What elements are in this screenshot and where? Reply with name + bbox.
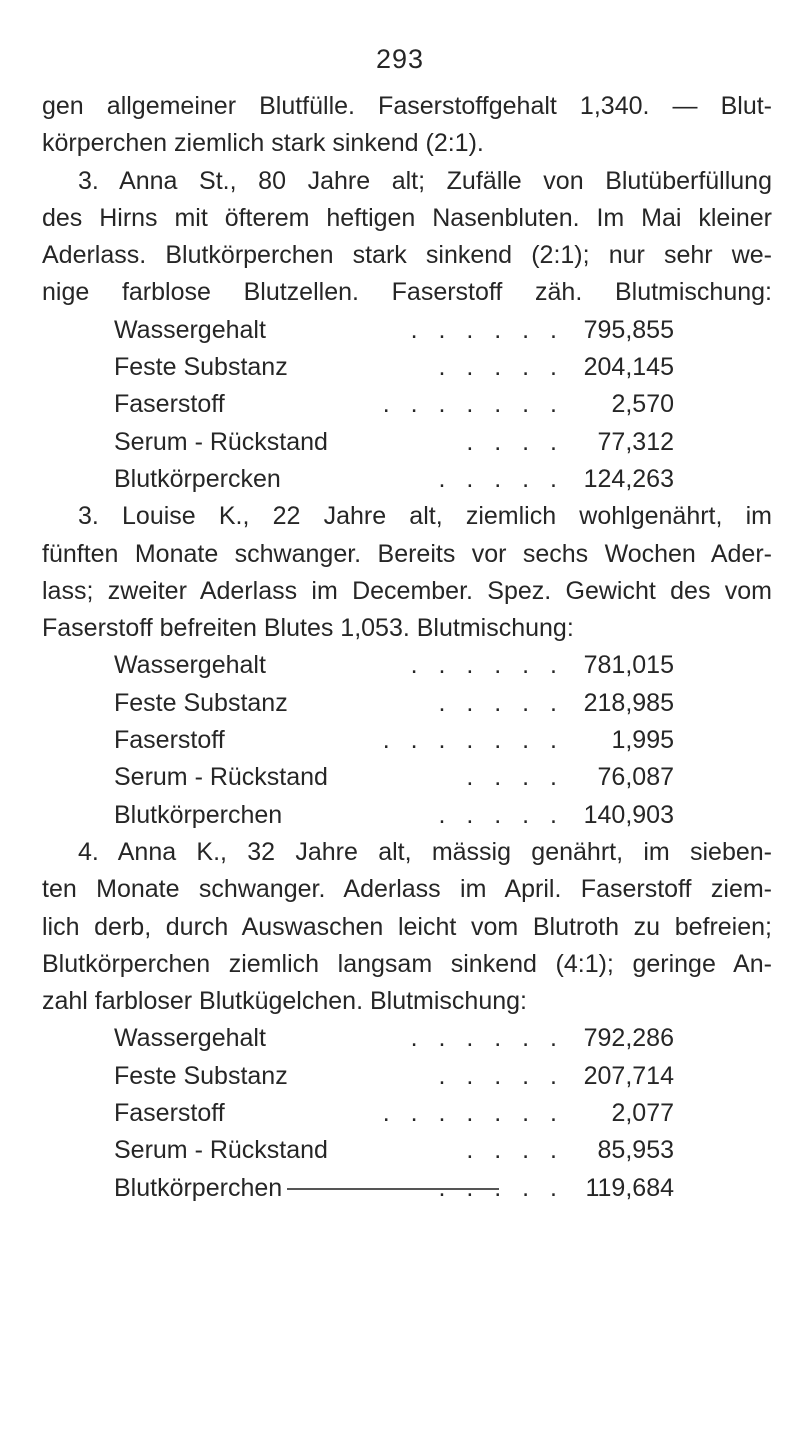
row-value: 1,995: [611, 726, 674, 755]
dot-leader: . . . . .: [438, 353, 564, 382]
text-line: gen allgemeiner Blutfülle. Faserstoffgehalt 1,340. — Blut-: [42, 92, 772, 120]
table-row: [114, 722, 674, 759]
row-label: Blutkörperchen: [114, 1173, 283, 1202]
row-label: Feste Substanz: [114, 353, 288, 382]
row-value: 77,312: [597, 427, 674, 456]
dot-leader: . . . . . .: [410, 651, 564, 680]
blood-mixture-table-anna-st: [114, 312, 674, 498]
table-row: [114, 1095, 674, 1132]
intro-paragraph: [42, 88, 772, 163]
table-row: [114, 386, 674, 423]
row-value: 792,286: [583, 1024, 674, 1053]
case-anna-k-paragraph: [42, 834, 772, 1020]
text-line: Aderlass. Blutkörperchen stark sinkend (2:1); nur sehr we-: [42, 241, 772, 270]
row-label: Blutkörperchen: [114, 800, 283, 829]
table-row: [114, 1020, 674, 1057]
dot-leader: . . . . . .: [410, 1024, 564, 1053]
row-label: Wassergehalt: [114, 315, 266, 344]
row-value: 795,855: [583, 315, 674, 344]
table-row: [114, 461, 674, 498]
table-row: [114, 424, 674, 461]
dot-leader: . . . . . . .: [382, 1099, 564, 1128]
dot-leader: . . . .: [466, 427, 564, 456]
section-divider-rule: [287, 1188, 499, 1190]
row-value: 140,903: [583, 800, 674, 829]
row-value: 119,684: [585, 1173, 674, 1202]
text-line: lass; zweiter Aderlass im December. Spez. Gewicht des vom: [42, 576, 772, 605]
page-body: [42, 88, 772, 1207]
table-row: [114, 685, 674, 722]
blood-mixture-table-anna-k: [114, 1020, 674, 1206]
dot-leader: . . . . . .: [410, 315, 564, 344]
row-value: 204,145: [583, 353, 674, 382]
text-line: körperchen ziemlich stark sinkend (2:1).: [42, 129, 484, 158]
row-label: Blutkörpercken: [114, 464, 281, 493]
row-label: Feste Substanz: [114, 1061, 288, 1090]
dot-leader: . . . . .: [438, 1061, 564, 1090]
row-value: 124,263: [583, 464, 674, 493]
blood-mixture-table-louise-k: [114, 647, 674, 833]
table-row: [114, 797, 674, 834]
row-value: 2,570: [611, 390, 674, 419]
table-row: [114, 759, 674, 796]
dot-leader: . . . .: [466, 1136, 564, 1165]
row-value: 207,714: [583, 1061, 674, 1090]
row-value: 76,087: [597, 763, 674, 792]
row-label: Faserstoff: [114, 390, 225, 419]
row-label: Wassergehalt: [114, 1024, 266, 1053]
dot-leader: . . . . .: [438, 800, 564, 829]
text-line: Blutkörperchen ziemlich langsam sinkend (4:1); geringe An-: [42, 949, 772, 978]
text-line: nige farblose Blutzellen. Faserstoff zäh. Blutmischung:: [42, 278, 772, 307]
text-line: des Hirns mit öfterem heftigen Nasenbluten. Im Mai kleiner: [42, 203, 772, 232]
row-label: Feste Substanz: [114, 688, 288, 717]
row-value: 85,953: [597, 1136, 674, 1165]
text-line: ten Monate schwanger. Aderlass im April. Faserstoff ziem-: [42, 875, 772, 904]
case-heading-line: 3. Anna St., 80 Jahre alt; Zufälle von Blutüberfüllung: [78, 166, 772, 195]
row-label: Serum - Rückstand: [114, 763, 328, 792]
row-value: 781,015: [583, 651, 674, 680]
row-label: Faserstoff: [114, 726, 225, 755]
row-value: 218,985: [583, 688, 674, 717]
dot-leader: . . . . .: [438, 464, 564, 493]
case-heading-line: 3. Louise K., 22 Jahre alt, ziemlich wohlgenährt, im: [78, 502, 772, 531]
page-number: 293: [375, 44, 425, 74]
case-louise-k-paragraph: [42, 498, 772, 647]
dot-leader: . . . . .: [438, 688, 564, 717]
table-row: [114, 312, 674, 349]
dot-leader: . . . . . . .: [382, 726, 564, 755]
table-row: [114, 1058, 674, 1095]
row-label: Faserstoff: [114, 1099, 225, 1128]
row-label: Wassergehalt: [114, 651, 266, 680]
text-line: zahl farbloser Blutkügelchen. Blutmischung:: [42, 987, 527, 1016]
case-anna-st-paragraph: [42, 163, 772, 312]
text-line: Faserstoff befreiten Blutes 1,053. Blutmischung:: [42, 614, 574, 643]
table-row: [114, 349, 674, 386]
table-row: [114, 647, 674, 684]
table-row: [114, 1132, 674, 1169]
dot-leader: . . . . . . .: [382, 390, 564, 419]
row-value: 2,077: [611, 1099, 674, 1128]
case-heading-line: 4. Anna K., 32 Jahre alt, mässig genährt, im sieben-: [78, 837, 772, 866]
dot-leader: . . . . .: [438, 1173, 564, 1202]
row-label: Serum - Rückstand: [114, 1136, 328, 1165]
dot-leader: . . . .: [466, 763, 564, 792]
text-line: fünften Monate schwanger. Bereits vor sechs Wochen Ader-: [42, 539, 772, 568]
text-line: lich derb, durch Auswaschen leicht vom Blutroth zu befreien;: [42, 912, 772, 941]
row-label: Serum - Rückstand: [114, 427, 328, 456]
